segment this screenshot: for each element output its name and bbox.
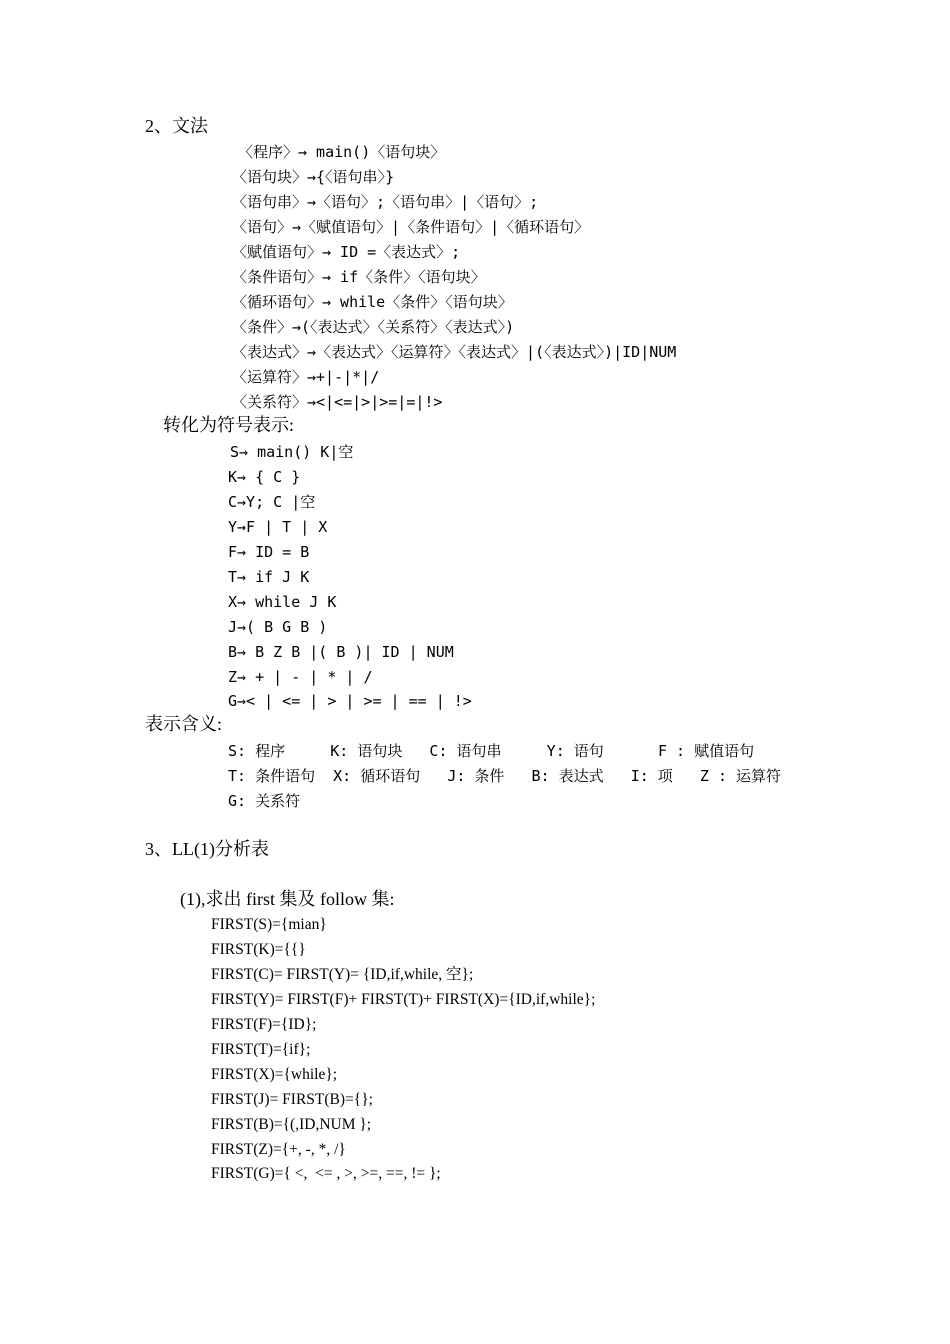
first-set: FIRST(S)={mian} bbox=[211, 916, 327, 933]
first-set: FIRST(K)={{} bbox=[211, 941, 306, 958]
meaning-line: G: 关系符 bbox=[228, 792, 301, 810]
grammar-rule: 〈循环语句〉→ while〈条件〉〈语句块〉 bbox=[232, 293, 513, 311]
first-set: FIRST(Y)= FIRST(F)+ FIRST(T)+ FIRST(X)={ID,if,while}; bbox=[211, 991, 596, 1008]
grammar-rule: 〈语句〉→〈赋值语句〉|〈条件语句〉|〈循环语句〉 bbox=[232, 218, 590, 236]
grammar-rule: 〈语句串〉→〈语句〉;〈语句串〉|〈语句〉; bbox=[232, 193, 539, 211]
first-set: FIRST(G)={ <, <= , >, >=, ==, != }; bbox=[211, 1165, 441, 1182]
first-set: FIRST(X)={while}; bbox=[211, 1066, 338, 1083]
meaning-heading: 表示含义: bbox=[145, 714, 223, 734]
symbolic-rule: B→ B Z B |( B )| ID | NUM bbox=[228, 643, 454, 661]
grammar-rule: 〈程序〉→ main()〈语句块〉 bbox=[238, 143, 446, 161]
grammar-rule: 〈赋值语句〉→ ID =〈表达式〉; bbox=[232, 243, 461, 261]
grammar-rule: 〈表达式〉→〈表达式〉〈运算符〉〈表达式〉|(〈表达式〉)|ID|NUM bbox=[232, 343, 677, 361]
symbolic-heading: 转化为符号表示: bbox=[163, 415, 295, 435]
grammar-rule: 〈语句块〉→{〈语句串〉} bbox=[232, 168, 395, 186]
first-set: FIRST(Z)={+, -, *, /} bbox=[211, 1141, 346, 1158]
first-follow-subheading: (1),求出 first 集及 follow 集: bbox=[180, 889, 395, 909]
meaning-line: T: 条件语句 X: 循环语句 J: 条件 B: 表达式 I: 项 Z : 运算符 bbox=[228, 767, 782, 785]
symbolic-rule: Z→ + | - | * | / bbox=[228, 668, 373, 686]
section-3-heading: 3、LL(1)分析表 bbox=[145, 839, 269, 859]
symbolic-rule: X→ while J K bbox=[228, 593, 337, 611]
grammar-rule: 〈条件语句〉→ if〈条件〉〈语句块〉 bbox=[232, 268, 486, 286]
first-set: FIRST(C)= FIRST(Y)= {ID,if,while, 空}; bbox=[211, 966, 474, 983]
symbolic-rule: T→ if J K bbox=[228, 568, 310, 586]
symbolic-rule: J→( B G B ) bbox=[228, 618, 328, 636]
first-set: FIRST(F)={ID}; bbox=[211, 1016, 317, 1033]
symbolic-rule: C→Y; C |空 bbox=[228, 493, 316, 511]
grammar-rule: 〈运算符〉→+|-|*|/ bbox=[232, 368, 380, 386]
first-set: FIRST(J)= FIRST(B)={}; bbox=[211, 1091, 373, 1108]
meaning-line: S: 程序 K: 语句块 C: 语句串 Y: 语句 F : 赋值语句 bbox=[228, 742, 755, 760]
first-set: FIRST(B)={(,ID,NUM }; bbox=[211, 1116, 372, 1133]
first-set: FIRST(T)={if}; bbox=[211, 1041, 311, 1058]
grammar-rule: 〈条件〉→(〈表达式〉〈关系符〉〈表达式〉) bbox=[232, 318, 515, 336]
symbolic-rule: Y→F | T | X bbox=[228, 518, 328, 536]
symbolic-rule: F→ ID = B bbox=[228, 543, 310, 561]
symbolic-rule: K→ { C } bbox=[228, 468, 301, 486]
section-2-heading: 2、文法 bbox=[145, 116, 208, 136]
symbolic-rule: G→< | <= | > | >= | == | !> bbox=[228, 692, 472, 710]
grammar-rule: 〈关系符〉→<|<=|>|>=|=|!> bbox=[232, 393, 443, 411]
symbolic-rule: S→ main() K|空 bbox=[230, 443, 354, 461]
